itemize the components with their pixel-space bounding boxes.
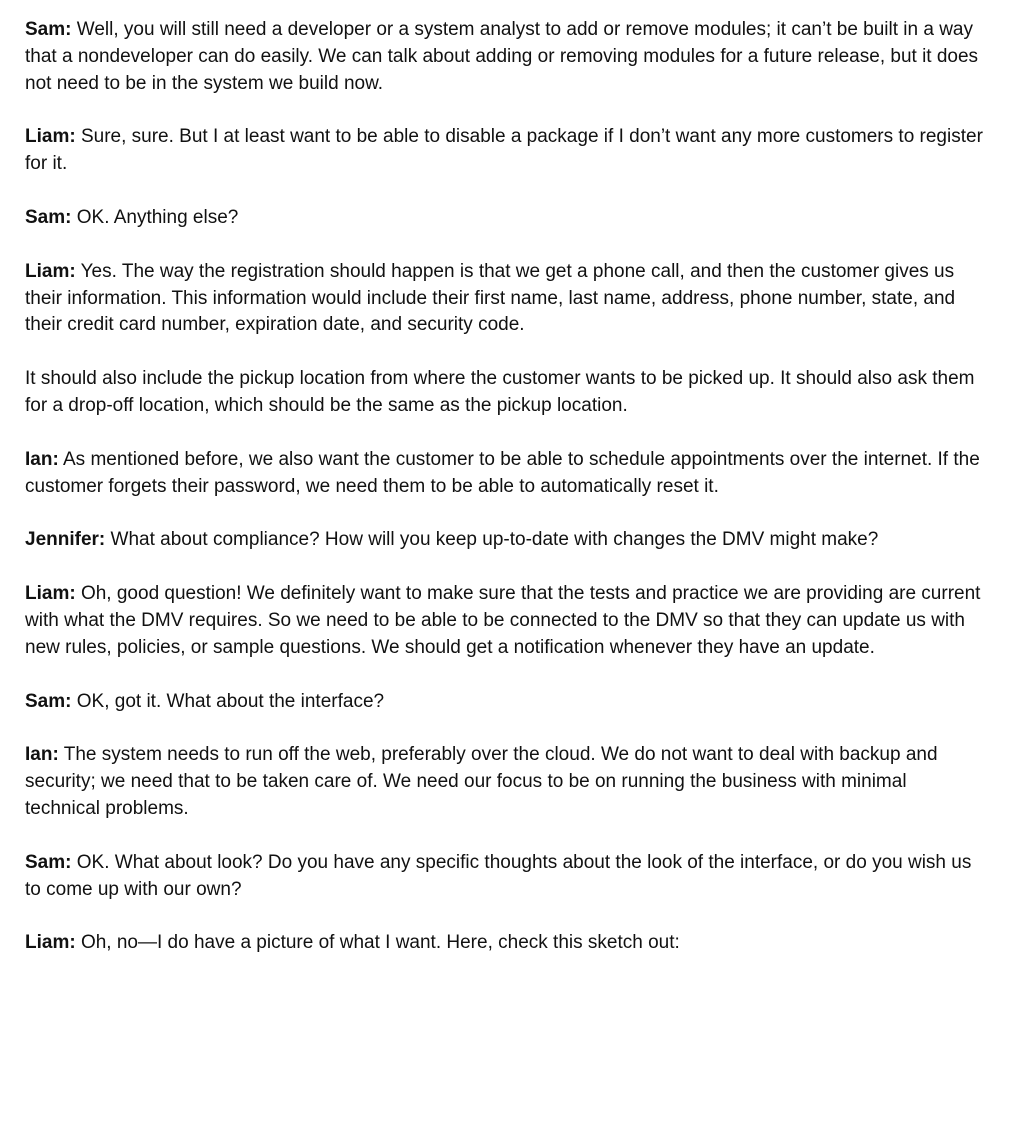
- dialogue-text: It should also include the pickup location from where the customer wants to be picked up. It should also ask them for a drop-off location, which should be the same as the pickup location.: [25, 368, 975, 416]
- dialogue-paragraph: [25, 689, 985, 716]
- document-body: [25, 17, 985, 984]
- speaker-name: Liam:: [25, 932, 76, 954]
- dialogue-text: OK, got it. What about the interface?: [71, 690, 385, 712]
- dialogue-text: Yes. The way the registration should happen is that we get a phone call, and then the customer gives us their information. This information would include their first name, last name, address, phone number, state, and their credit card number, expiration date, and security code.: [25, 260, 956, 336]
- speaker-name: Liam:: [25, 583, 76, 605]
- dialogue-paragraph: [25, 366, 985, 420]
- dialogue-paragraph: [25, 259, 985, 339]
- dialogue-text: OK. What about look? Do you have any specific thoughts about the look of the interface, or do you wish us to come up with our own?: [25, 851, 972, 900]
- dialogue-text: The system needs to run off the web, preferably over the cloud. We do not want to deal with backup and security; we need that to be taken care of. We need our focus to be on running the business with minimal technical problems.: [25, 744, 938, 819]
- dialogue-paragraph: [25, 447, 985, 501]
- speaker-name: Ian:: [25, 744, 59, 766]
- speaker-name: Sam:: [25, 19, 72, 40]
- dialogue-paragraph: [25, 205, 985, 232]
- dialogue-text: OK. Anything else?: [71, 206, 239, 228]
- dialogue-paragraph: [25, 527, 985, 554]
- speaker-name: Sam:: [25, 690, 72, 712]
- speaker-name: Liam:: [25, 126, 76, 148]
- dialogue-paragraph: [25, 930, 985, 957]
- dialogue-text: Well, you will still need a developer or a system analyst to add or remove modules; it can’t be built in a way that a nondeveloper can do easily. We can talk about adding or removing modules for a future release, but it does not need to be in the system we build now.: [25, 19, 979, 94]
- speaker-name: Ian:: [25, 448, 59, 470]
- dialogue-paragraph: [25, 742, 985, 822]
- dialogue-paragraph: [25, 581, 985, 661]
- speaker-name: Sam:: [25, 851, 72, 873]
- dialogue-paragraph: [25, 17, 985, 97]
- dialogue-text: Oh, good question! We definitely want to make sure that the tests and practice we are providing are current with what the DMV requires. So we need to be able to be connected to the DMV so that they can update us with new rules, policies, or sample questions. We should get a notification whenever they have an update.: [25, 583, 981, 658]
- dialogue-text: Oh, no—I do have a picture of what I want. Here, check this sketch out:: [75, 932, 680, 954]
- dialogue-paragraph: [25, 850, 985, 904]
- dialogue-text: As mentioned before, we also want the customer to be able to schedule appointments over the internet. If the customer forgets their password, we need them to be able to automatically reset it.: [25, 448, 980, 497]
- speaker-name: Jennifer:: [25, 529, 106, 551]
- dialogue-text: What about compliance? How will you keep up-to-date with changes the DMV might make?: [105, 529, 879, 551]
- dialogue-text: Sure, sure. But I at least want to be able to disable a package if I don’t want any more customers to register for it.: [25, 126, 983, 175]
- speaker-name: Sam:: [25, 206, 72, 228]
- dialogue-paragraph: [25, 124, 985, 178]
- speaker-name: Liam:: [25, 260, 76, 282]
